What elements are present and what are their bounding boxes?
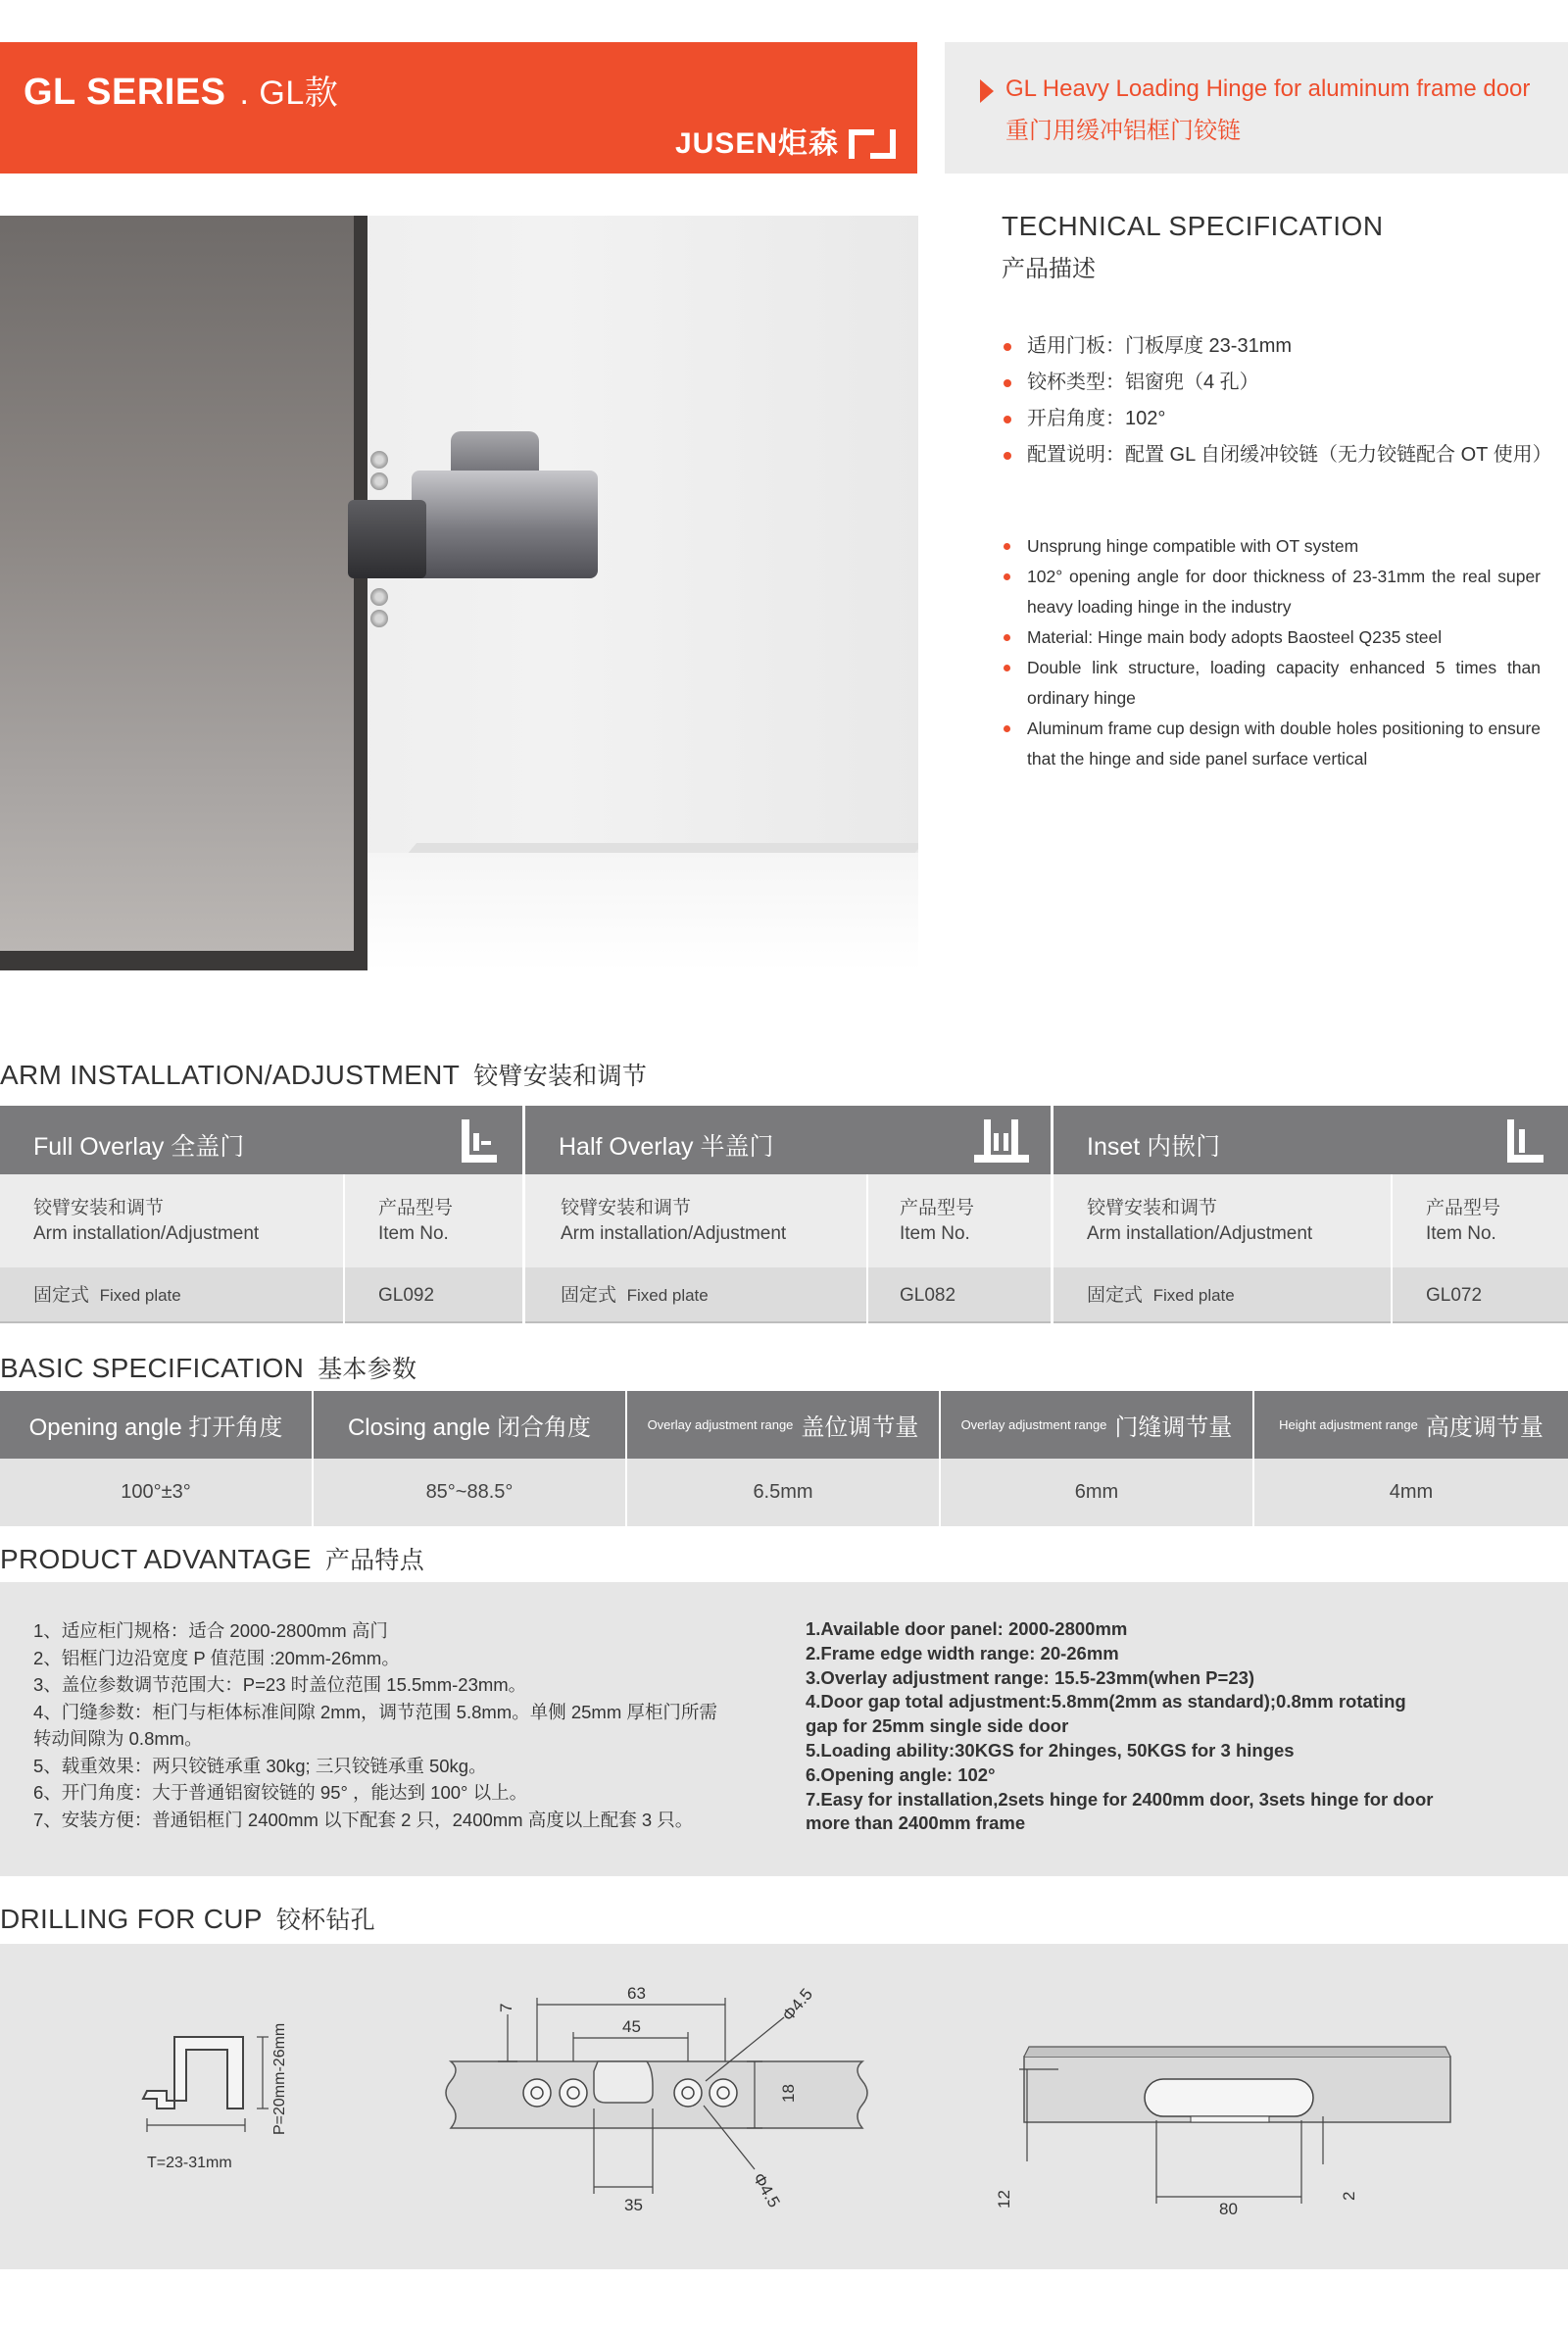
fixed-en: Fixed plate	[99, 1286, 181, 1305]
arm-column-half-overlay	[525, 1106, 1051, 1323]
screw-icon	[370, 588, 388, 606]
list-item: Unsprung hinge compatible with OT system	[1002, 531, 1541, 562]
list-item: 5.Loading ability:30KGS for 2hinges, 50KGS for 3 hinges	[806, 1739, 1295, 1761]
arm-label-zh: 铰臂安装和调节	[33, 1198, 165, 1218]
advantage-section-title	[0, 1541, 424, 1576]
half-overlay-icon	[972, 1116, 1031, 1166]
advantage-title-en: PRODUCT ADVANTAGE	[0, 1544, 312, 1574]
header-cell	[941, 1391, 1252, 1459]
item-no-zh: 产品型号	[900, 1198, 975, 1218]
basic-spec-table	[0, 1391, 1568, 1526]
inset-icon	[1499, 1116, 1548, 1166]
arm-label-en: Arm installation/Adjustment	[1087, 1223, 1313, 1244]
list-item: 7、安装方便：普通铝框门 2400mm 以下配套 2 只，2400mm 高度以上配套 3 只。	[33, 1809, 694, 1830]
list-item: 2、铝框门边沿宽度 P 值范围 :20mm-26mm。	[33, 1647, 400, 1668]
value-cell: 6mm	[1074, 1481, 1119, 1503]
dim-80: 80	[1219, 2200, 1238, 2218]
arm-label-en: Arm installation/Adjustment	[561, 1223, 787, 1244]
column-divider	[939, 1391, 941, 1526]
header-label: 高度调节量	[1425, 1414, 1544, 1441]
fixed-zh: 固定式	[33, 1285, 90, 1306]
product-title-zh: 重门用缓冲铝框门铰链	[1005, 118, 1241, 144]
screw-icon	[370, 610, 388, 627]
brand-mark-icon	[849, 125, 896, 155]
dim-12: 12	[995, 2190, 1013, 2208]
value-cell: 6.5mm	[753, 1481, 813, 1503]
item-no-label	[900, 1196, 974, 1247]
cell-divider	[343, 1174, 345, 1323]
arm-section-title	[0, 1057, 647, 1092]
arm-subheader	[0, 1174, 522, 1267]
item-no-en: Item No.	[1426, 1223, 1496, 1244]
column-divider	[1252, 1391, 1254, 1526]
drill-hole	[523, 2079, 551, 2107]
item-no-en: Item No.	[900, 1223, 970, 1244]
drill-hole	[560, 2079, 587, 2107]
basic-title-en: BASIC SPECIFICATION	[0, 1353, 305, 1383]
series-name: GL SERIES	[24, 72, 226, 113]
list-item: Double link structure, loading capacity enhanced 5 times than ordinary hinge	[1002, 653, 1541, 714]
list-item: 7.Easy for installation,2sets hinge for 2400mm door, 3sets hinge for door	[806, 1788, 1434, 1810]
list-item: 2.Frame edge width range: 20-26mm	[806, 1642, 1119, 1663]
product-photo	[0, 216, 918, 970]
header-label: 盖位调节量	[801, 1414, 919, 1441]
item-no-zh: 产品型号	[378, 1198, 454, 1218]
tech-spec-zh-list	[1002, 328, 1560, 473]
basic-spec-header	[0, 1391, 1568, 1459]
advantage-en-list	[806, 1617, 1472, 1836]
full-overlay-icon	[454, 1116, 503, 1166]
triangle-bullet-icon	[980, 79, 994, 103]
list-item: 6、开门角度：大于普通铝窗铰链的 95° ，能达到 100° 以上。	[33, 1782, 528, 1803]
fixed-zh: 固定式	[1087, 1285, 1144, 1306]
header-small: Overlay adjustment range	[647, 1417, 794, 1432]
advantage-zh-list	[33, 1617, 759, 1833]
hinge-link	[348, 500, 426, 578]
item-no-label	[378, 1196, 453, 1247]
list-item: Aluminum frame cup design with double holes positioning to ensure that the hinge and side panel surface vertical	[1002, 714, 1541, 774]
dim-63: 63	[627, 1984, 646, 2003]
fixed-plate-cell	[561, 1283, 709, 1309]
item-no-value: GL082	[900, 1285, 956, 1306]
header-cell	[0, 1391, 312, 1459]
screw-icon	[370, 451, 388, 469]
list-item: 配置说明：配置 GL 自闭缓冲铰链（无力铰链配合 OT 使用）	[1002, 437, 1560, 473]
dim-7: 7	[497, 2003, 515, 2012]
list-item: more than 2400mm frame	[806, 1812, 1026, 1834]
tech-spec-en-list	[1002, 531, 1541, 774]
header-label: 门缝调节量	[1114, 1414, 1233, 1441]
product-title-panel	[945, 42, 1568, 174]
screw-icon	[370, 472, 388, 490]
basic-section-title	[0, 1350, 416, 1385]
arm-header-label: Half Overlay 半盖门	[559, 1133, 774, 1161]
arm-label	[1087, 1196, 1312, 1247]
list-item: 4.Door gap total adjustment:5.8mm(2mm as standard);0.8mm rotating	[806, 1691, 1406, 1712]
cup-drilling-drawing	[446, 1998, 867, 2194]
frame-profile-drawing	[143, 2037, 269, 2132]
list-item: 5、载重效果：两只铰链承重 30kg; 三只铰链承重 50kg。	[33, 1755, 487, 1776]
shelf	[368, 853, 918, 970]
fixed-plate-cell	[33, 1283, 181, 1309]
arm-subheader	[1054, 1174, 1568, 1267]
header-cell	[1254, 1391, 1568, 1459]
header-cell	[314, 1391, 625, 1459]
dim-45: 45	[622, 2017, 641, 2036]
list-item: 3.Overlay adjustment range: 15.5-23mm(when P=23)	[806, 1666, 1255, 1688]
slot-drilling-drawing	[1019, 2047, 1450, 2204]
series-title	[24, 66, 338, 114]
item-no-label	[1426, 1196, 1500, 1247]
glass-door	[0, 216, 368, 970]
arm-title-zh: 铰臂安装和调节	[473, 1063, 648, 1090]
table-row	[525, 1267, 1051, 1323]
value-cell: 85°~88.5°	[425, 1481, 514, 1503]
column-divider	[312, 1391, 314, 1526]
list-item: 转动间隙为 0.8mm。	[33, 1728, 203, 1749]
arm-title-en: ARM INSTALLATION/ADJUSTMENT	[0, 1060, 461, 1090]
item-no-value: GL072	[1426, 1285, 1483, 1306]
arm-label-zh: 铰臂安装和调节	[561, 1198, 692, 1218]
dim-35: 35	[624, 2196, 643, 2214]
fixed-plate-cell	[1087, 1283, 1235, 1309]
cell-divider	[866, 1174, 868, 1323]
arm-label	[33, 1196, 259, 1247]
drilling-diagrams	[0, 1944, 1568, 2269]
fixed-zh: 固定式	[561, 1285, 617, 1306]
arm-label	[561, 1196, 786, 1247]
drilling-title-en: DRILLING FOR CUP	[0, 1904, 263, 1934]
arm-column-header	[0, 1106, 522, 1174]
profile-t-label: T=23-31mm	[147, 2155, 232, 2171]
table-row	[1054, 1267, 1568, 1323]
drill-hole	[674, 2079, 702, 2107]
drilling-panel	[0, 1944, 1568, 2269]
value-cell: 4mm	[1389, 1481, 1434, 1503]
dia-top: Φ4.5	[778, 1984, 816, 2025]
series-sub: . GL款	[239, 74, 339, 112]
list-item: 3、盖位参数调节范围大：P=23 时盖位范围 15.5mm-23mm。	[33, 1674, 527, 1695]
dia-bottom: Φ4.5	[749, 2169, 784, 2211]
list-item: 6.Opening angle: 102°	[806, 1763, 996, 1785]
item-no-zh: 产品型号	[1426, 1198, 1501, 1218]
product-title-en: GL Heavy Loading Hinge for aluminum frame door	[1005, 75, 1531, 102]
arm-label-en: Arm installation/Adjustment	[33, 1223, 260, 1244]
header-label: Closing angle 闭合角度	[347, 1414, 592, 1441]
arm-header-label: Inset 内嵌门	[1087, 1133, 1221, 1161]
drill-hole	[710, 2079, 737, 2107]
list-item: 1、适应柜门规格：适合 2000-2800mm 高门	[33, 1620, 388, 1641]
list-item: 1.Available door panel: 2000-2800mm	[806, 1618, 1128, 1639]
dim-2: 2	[1340, 2191, 1358, 2201]
header-small: Height adjustment range	[1279, 1417, 1418, 1432]
header-small: Overlay adjustment range	[960, 1417, 1107, 1432]
cell-divider	[1391, 1174, 1393, 1323]
profile-p-label: P=20mm-26mm	[271, 2022, 288, 2135]
arm-subheader	[525, 1174, 1051, 1267]
arm-column-header	[525, 1106, 1051, 1174]
fixed-en: Fixed plate	[626, 1286, 709, 1305]
fixed-en: Fixed plate	[1152, 1286, 1235, 1305]
tech-spec-subtitle: 产品描述	[1002, 256, 1096, 282]
list-item: 102° opening angle for door thickness of 23-31mm the real super heavy loading hinge in the industry	[1002, 562, 1541, 622]
arm-column-full-overlay	[0, 1106, 522, 1323]
table-row	[0, 1267, 522, 1323]
header-label: Opening angle 打开角度	[28, 1414, 283, 1441]
list-item: gap for 25mm single side door	[806, 1715, 1069, 1737]
advantage-panel	[0, 1582, 1568, 1876]
drilling-title-zh: 铰杯钻孔	[275, 1907, 375, 1934]
list-item: Material: Hinge main body adopts Baosteel Q235 steel	[1002, 622, 1541, 653]
hinge-body	[412, 471, 598, 578]
series-banner	[0, 42, 917, 174]
item-no-en: Item No.	[378, 1223, 449, 1244]
advantage-title-zh: 产品特点	[324, 1547, 425, 1574]
item-no-value: GL092	[378, 1285, 435, 1306]
list-item: 适用门板：门板厚度 23-31mm	[1002, 328, 1560, 365]
column-divider	[625, 1391, 627, 1526]
list-item: 铰杯类型：铝窗兜（4 孔）	[1002, 365, 1560, 401]
arm-table	[0, 1106, 1568, 1323]
brand-name: JUSEN炬森	[674, 127, 839, 160]
basic-title-zh: 基本参数	[318, 1356, 417, 1383]
list-item: 4、门缝参数：柜门与柜体标准间隙 2mm，调节范围 5.8mm。单侧 25mm 厚柜门所需	[33, 1701, 717, 1722]
tech-spec-title: TECHNICAL SPECIFICATION	[1002, 211, 1384, 241]
table-row	[0, 1459, 1568, 1526]
brand-logo	[675, 119, 896, 162]
value-cell: 100°±3°	[121, 1481, 191, 1503]
dim-18: 18	[779, 2084, 798, 2103]
drilling-section-title	[0, 1901, 375, 1936]
list-item: 开启角度：102°	[1002, 401, 1560, 437]
arm-column-header	[1054, 1106, 1568, 1174]
header-cell	[627, 1391, 939, 1459]
arm-label-zh: 铰臂安装和调节	[1087, 1198, 1218, 1218]
arm-header-label: Full Overlay 全盖门	[33, 1133, 245, 1161]
arm-column-inset	[1054, 1106, 1568, 1323]
